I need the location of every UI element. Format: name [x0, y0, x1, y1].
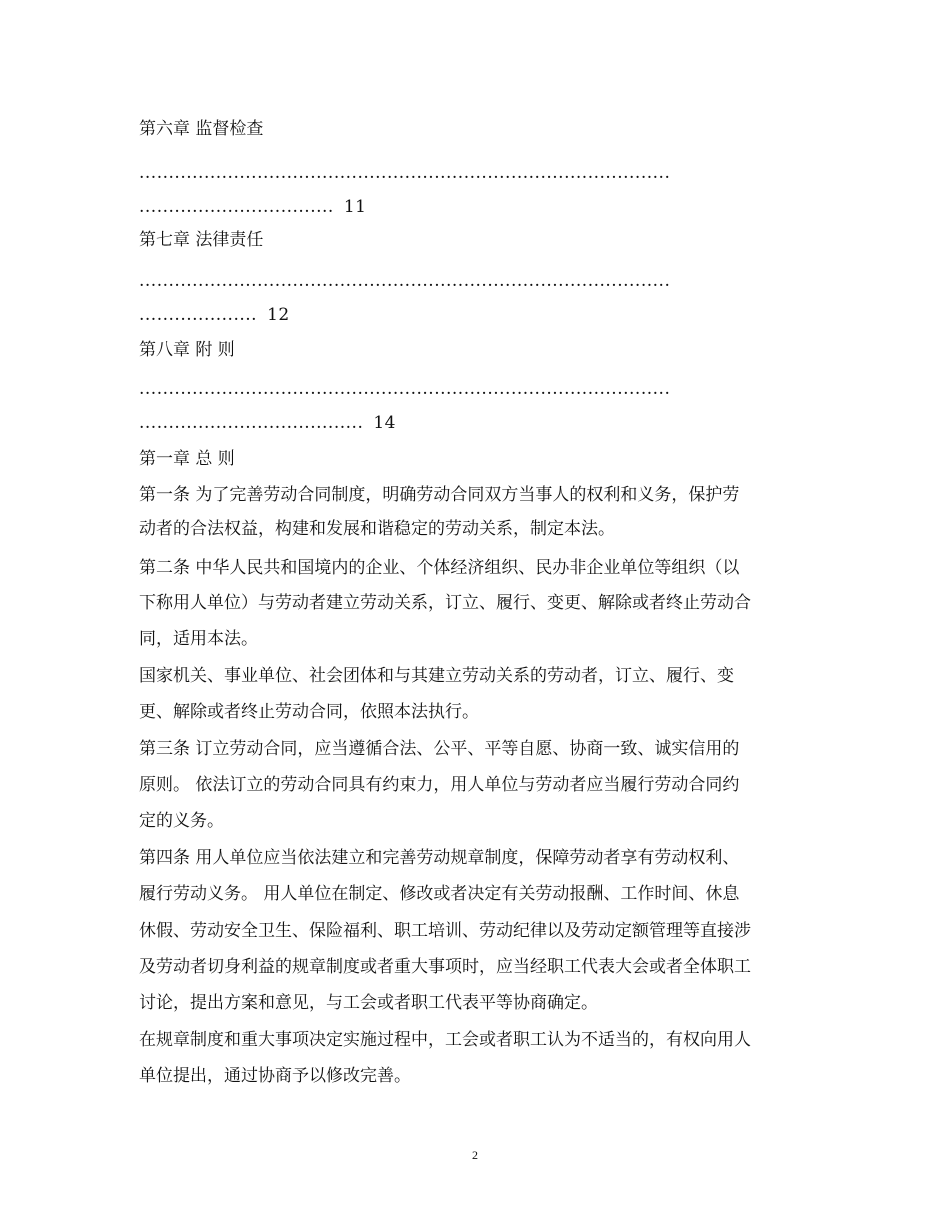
body-line: 及劳动者切身利益的规章制度或者重大事项时，应当经职工代表大会或者全体职工 [139, 957, 751, 977]
toc-entry-title: 第八章 附 则 [139, 340, 235, 360]
toc-leader-dots: .................... [139, 305, 258, 325]
body-line: 同，适用本法。 [139, 629, 258, 649]
body-line: 第四条 用人单位应当依法建立和完善劳动规章制度，保障劳动者享有劳动权利、 [139, 848, 740, 868]
toc-leader-dots-end [139, 412, 396, 434]
body-line: 第二条 中华人民共和国境内的企业、个体经济组织、民办非企业单位等组织（以 [139, 558, 740, 578]
body-line: 第一条 为了完善劳动合同制度，明确劳动合同双方当事人的权利和义务，保护劳 [139, 485, 740, 505]
body-line: 动者的合法权益，构建和发展和谐稳定的劳动关系，制定本法。 [139, 519, 615, 539]
page-number-footer: 2 [472, 1148, 478, 1162]
body-line: 讨论，提出方案和意见，与工会或者职工代表平等协商确定。 [139, 993, 598, 1013]
toc-leader-dots-end [139, 304, 290, 326]
body-line: 第三条 订立劳动合同，应当遵循合法、公平、平等自愿、协商一致、诚实信用的 [139, 739, 740, 759]
toc-leader-dots: ...................................... [139, 413, 364, 433]
toc-entry-title: 第七章 法律责任 [139, 230, 264, 250]
toc-page-number: 11 [343, 197, 367, 217]
body-line: 下称用人单位）与劳动者建立劳动关系，订立、履行、变更、解除或者终止劳动合 [139, 593, 751, 613]
body-line: 国家机关、事业单位、社会团体和与其建立劳动关系的劳动者，订立、履行、变 [139, 666, 734, 686]
body-line: 原则。 依法订立的劳动合同具有约束力，用人单位与劳动者应当履行劳动合同约 [139, 775, 740, 795]
toc-leader-dots: .......................................................................................... [139, 163, 671, 183]
chapter-heading: 第一章 总 则 [139, 449, 235, 469]
body-line: 履行劳动义务。 用人单位在制定、修改或者决定有关劳动报酬、工作时间、休息 [139, 884, 740, 904]
body-line: 单位提出，通过协商予以修改完善。 [139, 1066, 411, 1086]
toc-leader-dots: ................................. [139, 197, 334, 217]
body-line: 定的义务。 [139, 811, 224, 831]
toc-page-number: 12 [267, 305, 290, 325]
body-line: 休假、劳动安全卫生、保险福利、职工培训、劳动纪律以及劳动定额管理等直接涉 [139, 921, 751, 941]
toc-page-number: 14 [373, 413, 396, 433]
toc-leader-dots: .......................................................................................... [139, 379, 671, 399]
toc-leader-dots: .......................................................................................... [139, 271, 671, 291]
body-line: 在规章制度和重大事项决定实施过程中，工会或者职工认为不适当的，有权向用人 [139, 1030, 751, 1050]
body-line: 更、解除或者终止劳动合同，依照本法执行。 [139, 702, 479, 722]
toc-leader-dots-end [139, 196, 366, 218]
toc-entry-title: 第六章 监督检查 [139, 119, 264, 139]
